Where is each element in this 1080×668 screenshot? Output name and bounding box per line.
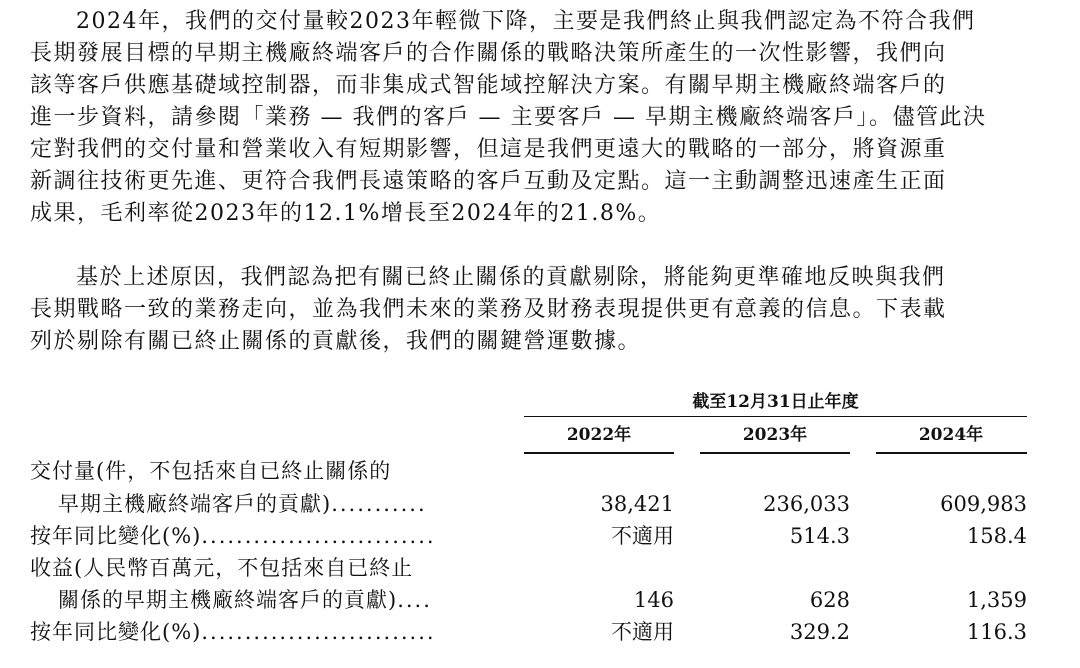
- row-label-yoy-revenue: [30, 617, 436, 647]
- table-period-header: 截至12月31日止年度: [692, 392, 859, 412]
- paragraph-delivery-decline: [30, 6, 1050, 230]
- cell-yoy-revenue-2023: 329.2: [789, 620, 850, 644]
- paragraph-line: 新調往技術更先進、更符合我們長遠策略的客戶互動及定點。這一主動調整迅速產生正面: [30, 169, 947, 194]
- year-header-2023: 2023年: [742, 425, 808, 445]
- row-label-deliveries-line1: 交付量(件，不包括來自已終止關係的: [30, 459, 392, 483]
- paragraph-line: 2024年，我們的交付量較2023年輕微下降，主要是我們終止與我們認定為不符合我們: [76, 9, 976, 34]
- cell-revenue-2024: 1,359: [966, 588, 1027, 612]
- cell-revenue-2022: 146: [633, 588, 674, 612]
- cell-deliveries-2022: 38,421: [600, 492, 674, 516]
- paragraph-line: 長期發展目標的早期主機廠終端客戶的合作關係的戰略決策所產生的一次性影響，我們向: [30, 41, 947, 66]
- row-label-revenue-line1: 收益(人民幣百萬元，不包括來自已終止: [30, 556, 414, 580]
- dot-leader: ...........: [331, 492, 427, 516]
- cell-yoy-revenue-2024: 116.3: [966, 620, 1027, 644]
- paragraph-line: 基於上述原因，我們認為把有關已終止關係的貢獻剔除，將能夠更準確地反映與我們: [76, 265, 946, 290]
- paragraph-line: 定對我們的交付量和營業收入有短期影響，但這是我們更遠大的戰略的一部分，將資源重: [30, 137, 947, 162]
- row-label-revenue-line2: [58, 585, 432, 615]
- year-underline-2022: [524, 452, 674, 454]
- year-underline-2023: [700, 452, 850, 454]
- row-label-text: 按年同比變化(%): [30, 620, 202, 644]
- cell-deliveries-2023: 236,033: [763, 492, 850, 516]
- year-underline-2024: [876, 452, 1027, 454]
- row-label-text: 早期主機廠終端客戶的貢獻): [58, 492, 332, 516]
- cell-yoy-deliveries-2024: 158.4: [966, 524, 1027, 548]
- row-label-yoy-deliveries: [30, 521, 436, 551]
- cell-revenue-2023: 628: [809, 588, 850, 612]
- cell-yoy-revenue-2022: 不適用: [611, 620, 674, 644]
- year-header-2022: 2022年: [566, 425, 632, 445]
- paragraph-line: 成果，毛利率從2023年的12.1%增長至2024年的21.8%。: [30, 201, 662, 226]
- row-label-text: 關係的早期主機廠終端客戶的貢獻): [58, 588, 398, 612]
- row-label-deliveries-line2: [58, 489, 427, 519]
- dot-leader: ...........................: [201, 620, 436, 644]
- paragraph-line: 長期戰略一致的業務走向，並為我們未來的業務及財務表現提供更有意義的信息。下表載: [30, 297, 947, 322]
- dot-leader: ....: [397, 588, 432, 612]
- paragraph-line: 列於剔除有關已終止關係的貢獻後，我們的關鍵營運數據。: [30, 329, 642, 354]
- cell-deliveries-2024: 609,983: [940, 492, 1027, 516]
- cell-yoy-deliveries-2022: 不適用: [611, 524, 674, 548]
- paragraph-line: 進一步資料，請參閱「業務 — 我們的客戶 — 主要客戶 — 早期主機廠終端客戶」。儘管此決: [30, 105, 987, 130]
- year-header-2024: 2024年: [918, 425, 984, 445]
- paragraph-line: 該等客戶供應基礎域控制器，而非集成式智能域控解決方案。有關早期主機廠終端客戶的: [30, 73, 947, 98]
- paragraph-exclusion-rationale: [30, 262, 1050, 358]
- dot-leader: ...........................: [201, 524, 436, 548]
- row-label-text: 按年同比變化(%): [30, 524, 202, 548]
- cell-yoy-deliveries-2023: 514.3: [789, 524, 850, 548]
- header-rule-top: [524, 416, 1027, 417]
